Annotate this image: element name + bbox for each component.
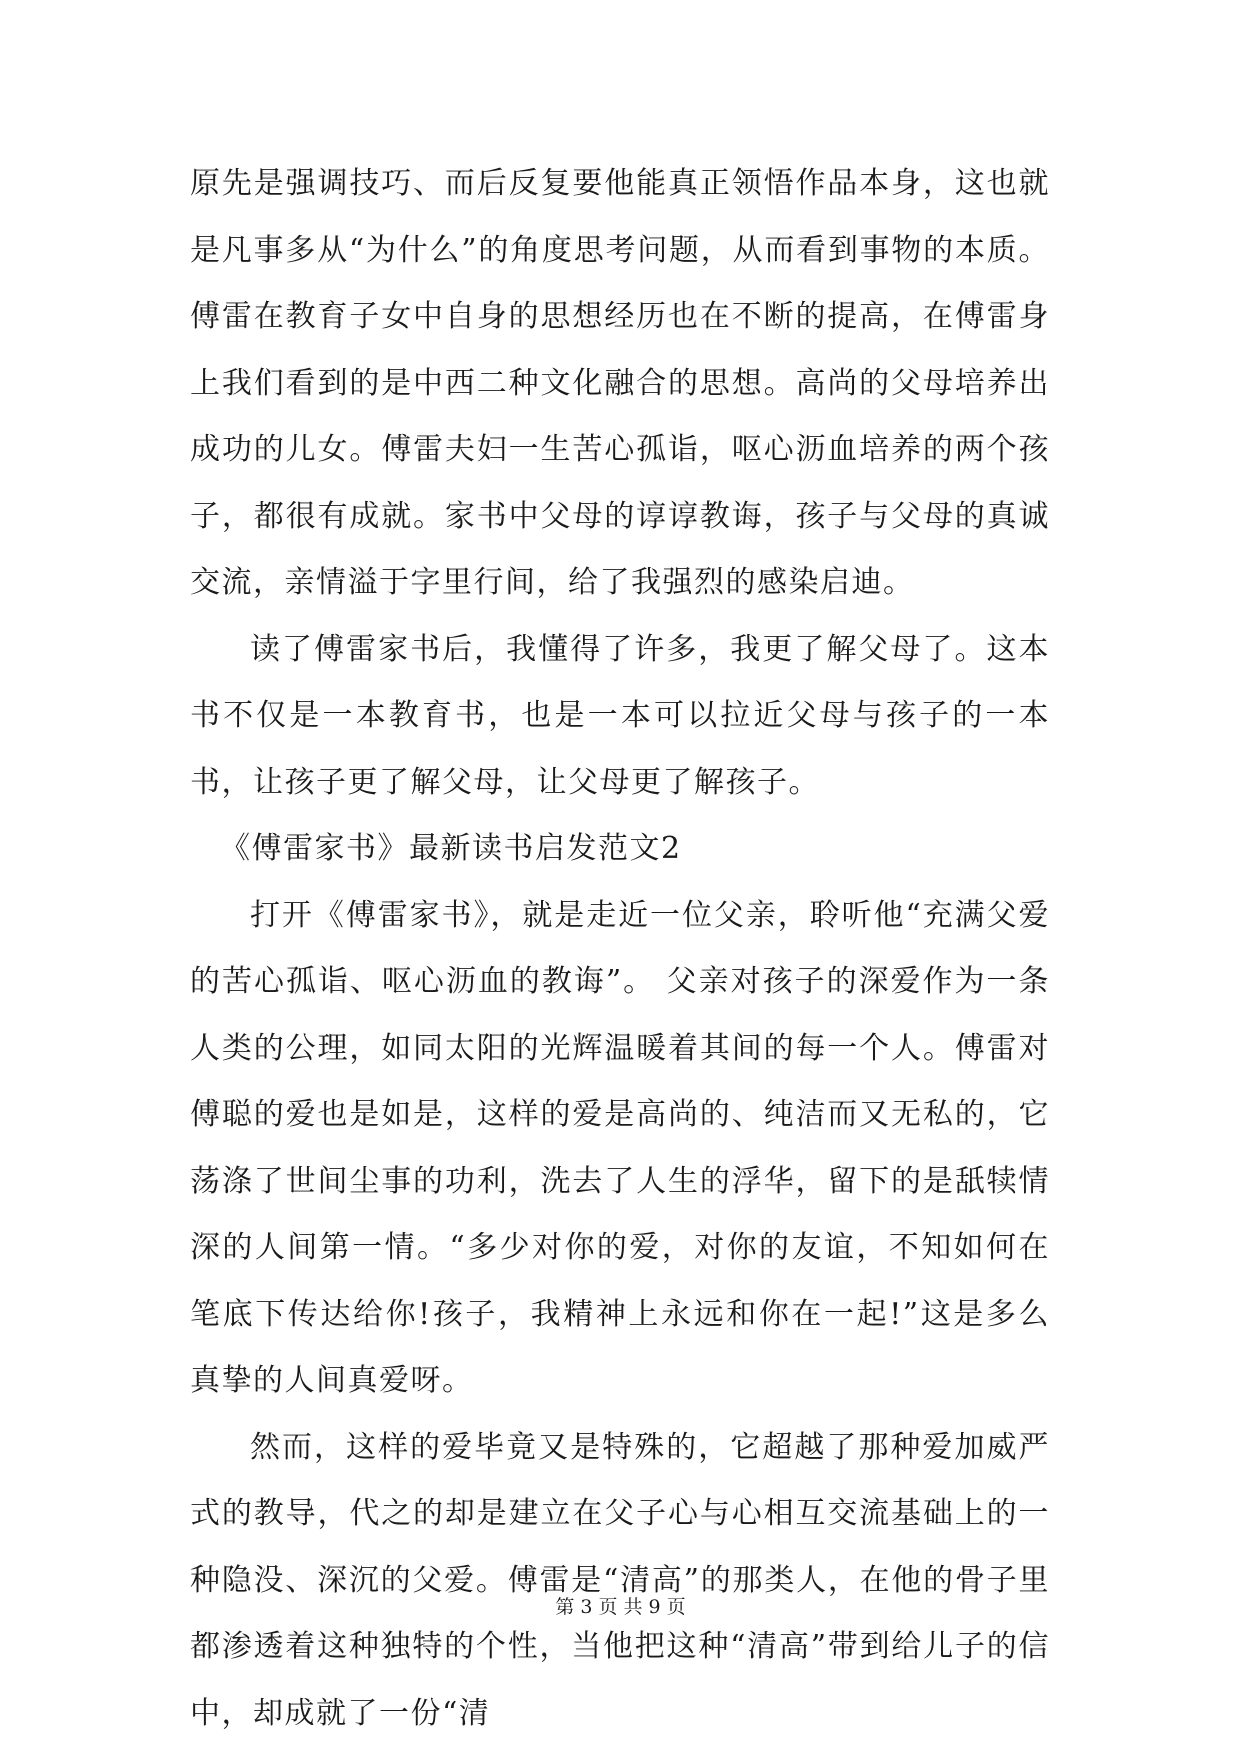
page-number-footer: 第 3 页 共 9 页 [555,1596,686,1618]
paragraph-4: 然而，这样的爱毕竟又是特殊的，它超越了那种爱加威严式的教导，代之的却是建立在父子心与心相互交流基础上的一种隐没、深沉的父爱。傅雷是“清高”的那类人，在他的骨子里都渗透着这种独特的个性，当他把这种“清高”带到给儿子的信中，却成就了一份“清 [190,1429,1050,1731]
section-heading: 《傅雷家书》最新读书启发范文2 [220,831,682,866]
paragraph-3: 打开《傅雷家书》，就是走近一位父亲，聆听他“充满父爱的苦心孤诣、呕心沥血的教诲”。 父亲对孩子的深爱作为一条人类的公理，如同太阳的光辉温暖着其间的每一个人。傅雷对傅聪的爱也是如是，这样的爱是高尚的、纯洁而又无私的，它荡涤了世间尘事的功利，洗去了人生的浮华，留下的是舐犊情深的人间第一情。“多少对你的爱，对你的友谊，不知如何在笔底下传达给你!孩子，我精神上永远和你在一起!”这是多么真挚的人间真爱呀。 [190,897,1050,1398]
paragraph-2: 读了傅雷家书后，我懂得了许多，我更了解父母了。这本书不仅是一本教育书，也是一本可以拉近父母与孩子的一本书，让孩子更了解父母，让父母更了解孩子。 [190,631,1050,800]
paragraph-1: 原先是强调技巧、而后反复要他能真正领悟作品本身，这也就是凡事多从“为什么”的角度思考问题，从而看到事物的本质。傅雷在教育子女中自身的思想经历也在不断的提高，在傅雷身上我们看到的是中西二种文化融合的思想。高尚的父母培养出成功的儿女。傅雷夫妇一生苦心孤诣，呕心沥血培养的两个孩子，都很有成就。家书中父母的谆谆教诲，孩子与父母的真诚交流，亲情溢于字里行间，给了我强烈的感染启迪。 [190,166,1050,600]
body-text [190,151,1050,1747]
